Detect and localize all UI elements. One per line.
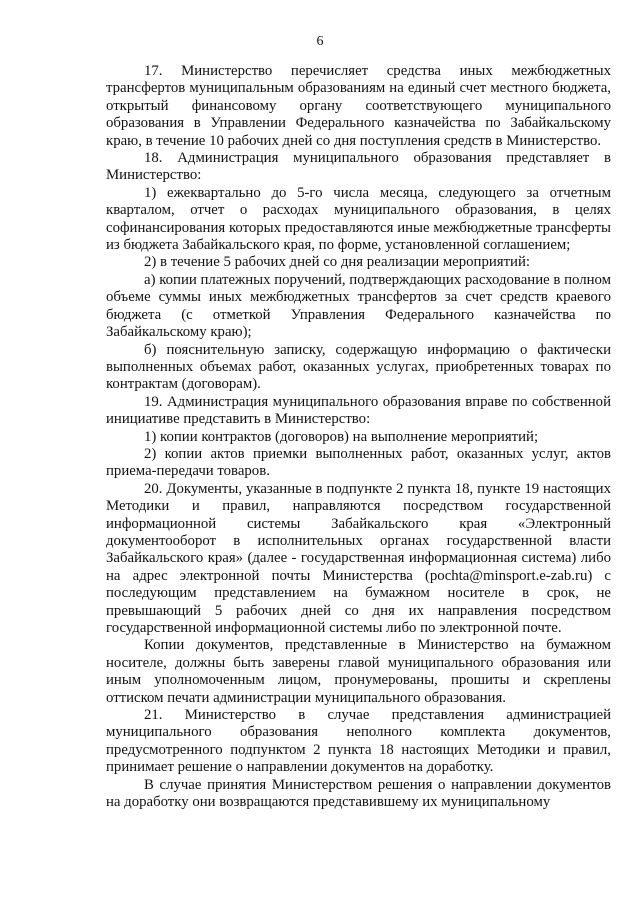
paragraph-19-item-2: 2) копии актов приемки выполненных работ, оказанных услуг, актов приема-передачи товаров.	[106, 445, 611, 480]
paragraph-18: 18. Администрация муниципального образования представляет в Министерство:	[106, 150, 611, 184]
paragraph-20: 20. Документы, указанные в подпункте 2 пункта 18, пункте 19 настоящих Методики и правил, направляются посредством государственной информационной системы Забайкальского края «Электронный документооборот в исполнительных органах государственной власти Забайкальского края» (далее - государственная информационная система) либо на адрес электронной почты Министерства (pochta@minsport.e-zab.ru) с последующим представлением на бумажном носителе в срок, не превышающий 5 рабочих дней со дня их направления посредством государственной информационной системы либо по электронной почте.	[106, 480, 611, 636]
body-text	[106, 63, 611, 811]
paragraph-18-item-2a: а) копии платежных поручений, подтверждающих расходование в полном объеме суммы иных межбюджетных трансфертов за счет средств краевого бюджета (с отметкой Управления Федерального казначейства по Забайкальскому краю);	[106, 271, 611, 341]
paragraph-18-item-2: 2) в течение 5 рабочих дней со дня реализации мероприятий:	[144, 254, 531, 271]
paragraph-19-item-1: 1) копии контрактов (договоров) на выполнение мероприятий;	[144, 428, 539, 445]
paragraph-17: 17. Министерство перечисляет средства иных межбюджетных трансфертов муниципальным образованиям на единый счет местного бюджета, открытый финансовому органу соответствующего муниципального образования в Управлении Федерального казначейства по Забайкальскому краю, в течение 10 рабочих дней со дня поступления средств в Министерство.	[106, 63, 611, 149]
paragraph-18-item-2b: б) пояснительную записку, содержащую информацию о фактически выполненных объемах работ, оказанных услугах, приобретенных товарах по контрактам (договорам).	[106, 341, 611, 393]
paragraph-20-copies: Копии документов, представленные в Министерство на бумажном носителе, должны быть заверены главой муниципального образования или иным уполномоченным лицом, пронумерованы, прошиты и скреплены оттиском печати администрации муниципального образования.	[106, 637, 611, 706]
paragraph-21: 21. Министерство в случае представления администрацией муниципального образования неполного комплекта документов, предусмотренного подпунктом 2 пункта 18 настоящих Методики и правил, принимает решение о направлении документов на доработку.	[106, 707, 611, 776]
paragraph-19: 19. Администрация муниципального образования вправе по собственной инициативе представить в Министерство:	[106, 393, 611, 428]
paragraph-18-item-1: 1) ежеквартально до 5-го числа месяца, следующего за отчетным кварталом, отчет о расходах муниципального образования, в целях софинансирования которых предоставляются иные межбюджетные трансферты из бюджета Забайкальского края, по форме, установленной соглашением;	[106, 184, 611, 254]
paragraph-21-return: В случае принятия Министерством решения о направлении документов на доработку они возвращаются представившему их муниципальному	[106, 776, 611, 811]
page-number: 6	[316, 34, 324, 49]
